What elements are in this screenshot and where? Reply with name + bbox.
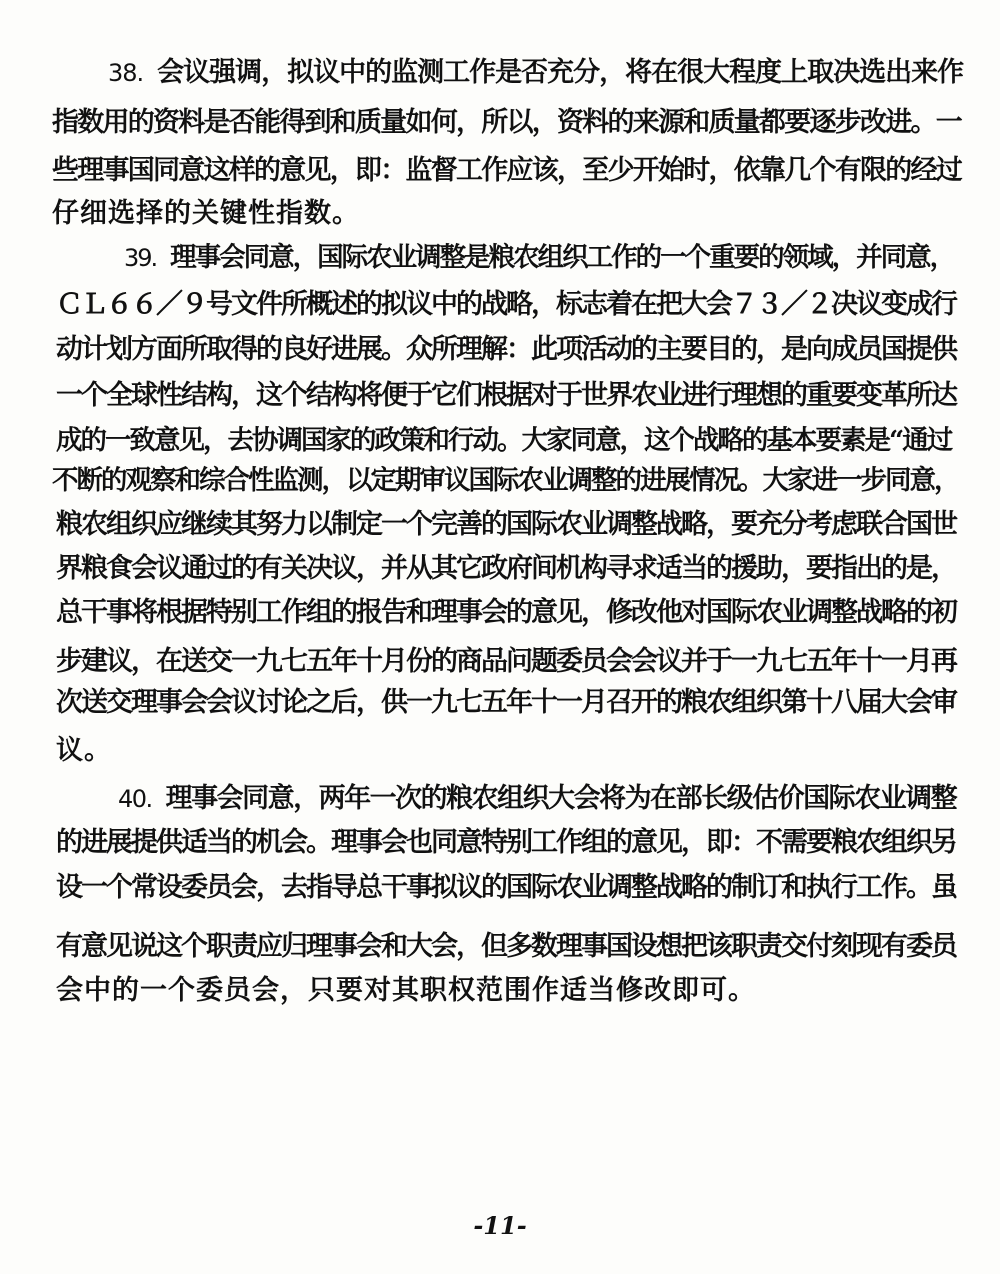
paragraph-40-line-2: 的进展提供适当的机会。理事会也同意特别工作组的意见，即：不需要粮农组织另 [56, 827, 956, 858]
paragraph-text: 会议强调，拟议中的监测工作是否充分，将在很大程度上取决选出来作 [157, 57, 964, 88]
paragraph-40-line-1 [118, 782, 956, 816]
paragraph-39-line-5: 成的一致意见，去协调国家的政策和行动。大家同意，这个战略的基本要素是“通过 [56, 425, 952, 456]
paragraph-text: 理事会同意，两年一次的粮农组织大会将为在部长级估价国际农业调整 [165, 783, 957, 814]
paragraph-39-line-1 [124, 241, 954, 275]
paragraph-39-line-11: 次送交理事会会议讨论之后，供一九七五年十一月召开的粮农组织第十八届大会审 [56, 687, 956, 718]
paragraph-39-line-9: 总干事将根据特别工作组的报告和理事会的意见，修改他对国际农业调整战略的初 [56, 597, 956, 628]
paragraph-39-line-7: 粮农组织应继续其努力以制定一个完善的国际农业调整战略，要充分考虑联合国世 [56, 509, 956, 540]
paragraph-39-line-12: 议。 [56, 735, 112, 766]
paragraph-38-line-3: 些理事国同意这样的意见，即：监督工作应该，至少开始时，依靠几个有限的经过 [52, 155, 961, 186]
paragraph-number: 40. [118, 785, 152, 813]
paragraph-40-line-4: 有意见说这个职责应归理事会和大会，但多数理事国设想把该职责交付刻现有委员 [56, 931, 956, 962]
paragraph-38-line-4: 仔细选择的关键性指数。 [52, 198, 360, 229]
paragraph-39-line-6: 不断的观察和综合性监测，以定期审议国际农业调整的进展情况。大家进一步同意， [52, 465, 959, 496]
paragraph-text: 理事会同意，国际农业调整是粮农组织工作的一个重要的领域，并同意， [170, 242, 955, 273]
paragraph-40-line-5: 会中的一个委员会，只要对其职权范围作适当修改即可。 [56, 975, 756, 1006]
paragraph-40-line-3: 设一个常设委员会，去指导总干事拟议的国际农业调整战略的制订和执行工作。虽 [56, 872, 956, 903]
paragraph-number: 38. [108, 59, 144, 87]
paragraph-39-line-3: 动计划方面所取得的良好进展。众所理解：此项活动的主要目的，是向成员国提供 [56, 334, 956, 365]
paragraph-39-line-10: 步建议，在送交一九七五年十月份的商品问题委员会会议并于一九七五年十一月再 [56, 646, 956, 677]
page-number: -11- [473, 1211, 527, 1240]
paragraph-39-line-8: 界粮食会议通过的有关决议，并从其它政府间机构寻求适当的援助，要指出的是， [56, 553, 956, 584]
paragraph-number: 39. [124, 244, 157, 272]
paragraph-39-line-4: 一个全球性结构，这个结构将便于它们根据对于世界农业进行理想的重要变革所达 [56, 380, 956, 411]
paragraph-38-line-2: 指数用的资料是否能得到和质量如何，所以，资料的来源和质量都要逐步改进。一 [52, 107, 961, 138]
paragraph-39-line-2: ＣＬ６６／９号文件所概述的拟议中的战略，标志着在把大会７３／２决议变成行 [56, 289, 956, 320]
paragraph-38-line-1 [108, 56, 963, 90]
